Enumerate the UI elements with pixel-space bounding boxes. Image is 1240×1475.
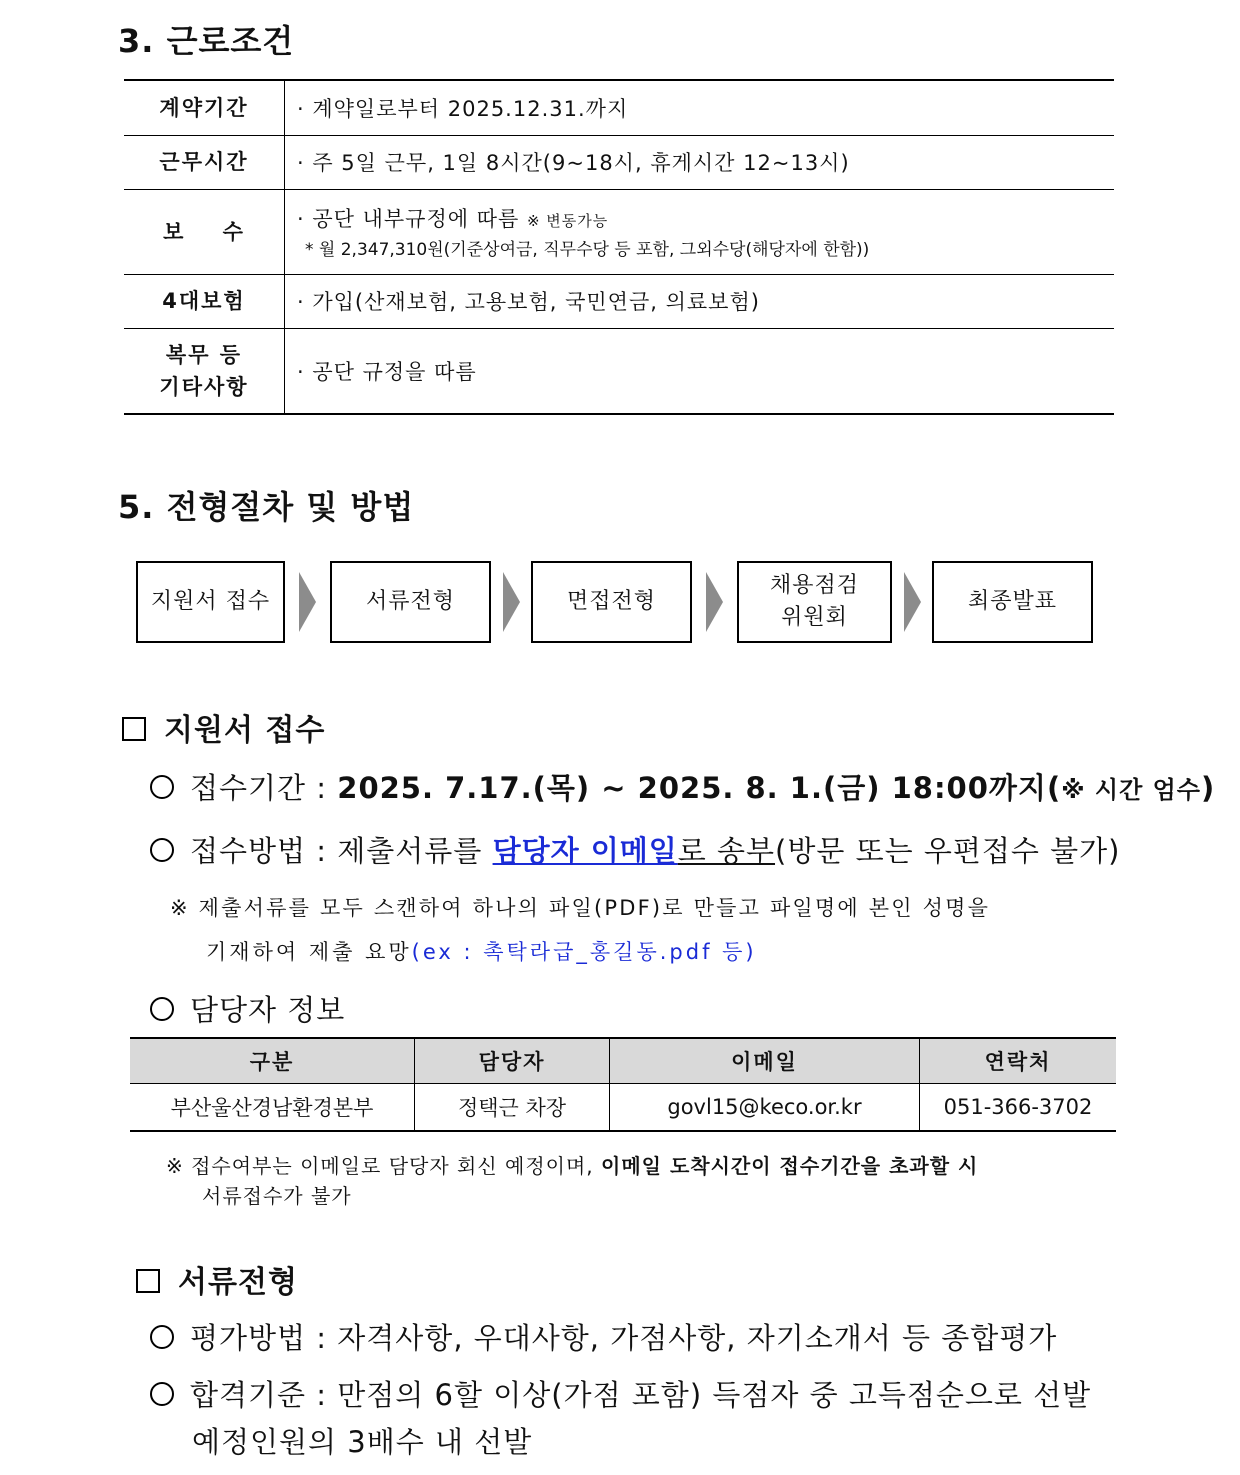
application-period bbox=[150, 766, 1215, 807]
square-bullet-icon bbox=[122, 717, 146, 741]
circle-bullet-icon bbox=[150, 775, 174, 799]
circle-bullet-icon bbox=[150, 1325, 174, 1349]
flow-arrow-icon bbox=[904, 572, 921, 632]
screening-pass-line2: 예정인원의 3배수 내 선발 bbox=[192, 1425, 533, 1459]
flow-step-committee bbox=[737, 561, 892, 643]
flow-step-documents bbox=[330, 561, 491, 643]
pass-text: 합격기준 : 만점의 6할 이상(가점 포함) 득점자 중 고득점순으로 선발 bbox=[190, 1378, 1092, 1412]
row-label bbox=[124, 328, 285, 414]
circle-bullet-icon bbox=[150, 1382, 174, 1406]
flow-step-label: 서류전형 bbox=[365, 589, 455, 614]
contact-label-text: 담당자 정보 bbox=[190, 993, 346, 1027]
table-row bbox=[124, 274, 1114, 328]
pay-note: ※ 변동가능 bbox=[526, 212, 609, 230]
circle-bullet-icon bbox=[150, 997, 174, 1021]
cell-phone: 051-366-3702 bbox=[943, 1095, 1093, 1119]
flow-arrow-icon bbox=[503, 572, 520, 632]
section-5-title: 5. 전형절차 및 방법 bbox=[118, 488, 415, 526]
note-example: (ex : 촉탁라급_홍길동.pdf 등) bbox=[411, 940, 757, 964]
flow-arrow-icon bbox=[706, 572, 723, 632]
flow-step-label: 채용점검 bbox=[769, 573, 859, 598]
heading-text: 지원서 접수 bbox=[164, 713, 326, 748]
col-header: 이메일 bbox=[610, 1038, 920, 1084]
row-label: 근무시간 bbox=[124, 135, 285, 189]
col-header: 구분 bbox=[130, 1038, 415, 1084]
application-method bbox=[150, 829, 1120, 870]
method-paren: (방문 또는 우편접수 불가) bbox=[775, 834, 1121, 868]
flow-step-label: 최종발표 bbox=[967, 589, 1057, 614]
method-after: 로 송부 bbox=[677, 834, 776, 868]
contact-info-label bbox=[150, 988, 345, 1029]
col-header: 담당자 bbox=[415, 1038, 610, 1084]
table-row bbox=[124, 80, 1114, 135]
flow-step-final bbox=[932, 561, 1093, 643]
flow-step-label: 면접전형 bbox=[566, 589, 656, 614]
screening-heading bbox=[136, 1257, 298, 1301]
note-text: 기재하여 제출 요망 bbox=[206, 940, 412, 964]
section-3-title: 3. 근로조건 bbox=[118, 22, 295, 60]
label-line: 복무 등 bbox=[165, 342, 243, 367]
row-value: · 계약일로부터 2025.12.31.까지 bbox=[285, 80, 1115, 135]
contact-email-link[interactable]: 담당자 이메일 bbox=[492, 834, 678, 868]
col-header: 연락처 bbox=[920, 1038, 1117, 1084]
application-heading bbox=[122, 705, 325, 749]
square-bullet-icon bbox=[136, 1269, 160, 1293]
contact-table bbox=[130, 1037, 1116, 1132]
row-label: 4대보험 bbox=[124, 274, 285, 328]
row-value bbox=[285, 189, 1115, 274]
period-label: 접수기간 : bbox=[190, 771, 338, 805]
contact-footnote bbox=[166, 1151, 1126, 1211]
row-value: · 주 5일 근무, 1일 8시간(9~18시, 휴게시간 12~13시) bbox=[285, 135, 1115, 189]
flow-step-interview bbox=[531, 561, 692, 643]
eval-text: 평가방법 : 자격사항, 우대사항, 가점사항, 자기소개서 등 종합평가 bbox=[190, 1321, 1058, 1355]
row-label: 보 수 bbox=[124, 189, 285, 274]
period-note: ※ 시간 엄수 bbox=[1061, 776, 1201, 804]
footnote-bold: 이메일 도착시간이 접수기간을 초과할 시 bbox=[601, 1154, 979, 1178]
cell-department: 부산울산경남환경본부 bbox=[130, 1084, 415, 1132]
flow-step-label: 위원회 bbox=[781, 605, 848, 630]
row-value: · 가입(산재보험, 고용보험, 국민연금, 의료보험) bbox=[285, 274, 1115, 328]
screening-eval bbox=[150, 1316, 1057, 1357]
label-line: 기타사항 bbox=[159, 374, 249, 399]
heading-text: 서류전형 bbox=[178, 1265, 298, 1300]
cell-email[interactable]: govl15@keco.or.kr bbox=[610, 1084, 920, 1132]
footnote-text: 서류접수가 불가 bbox=[202, 1184, 352, 1208]
period-value: 2025. 7.17.(목) ~ 2025. 8. 1.(금) 18:00까지( bbox=[337, 771, 1062, 805]
screening-pass bbox=[150, 1373, 1091, 1414]
flow-step-application bbox=[136, 561, 285, 643]
method-label: 접수방법 : 제출서류를 bbox=[190, 834, 493, 868]
table-row bbox=[130, 1084, 1116, 1132]
submission-note-line1: ※ 제출서류를 모두 스캔하여 하나의 파일(PDF)로 만들고 파일명에 본인 성명을 bbox=[170, 896, 991, 920]
pay-detail: * 월 2,347,310원(기준상여금, 직무수당 등 포함, 그외수당(해당자에 한함)) bbox=[305, 240, 870, 260]
period-close: ) bbox=[1200, 771, 1216, 805]
submission-note-line2 bbox=[206, 936, 757, 966]
row-value: · 공단 규정을 따름 bbox=[297, 359, 477, 384]
table-row bbox=[124, 189, 1114, 274]
table-row bbox=[124, 135, 1114, 189]
row-label: 계약기간 bbox=[124, 80, 285, 135]
flow-arrow-icon bbox=[299, 572, 316, 632]
footnote-text: ※ 접수여부는 이메일로 담당자 회신 예정이며, bbox=[166, 1154, 602, 1178]
pay-value: · 공단 내부규정에 따름 bbox=[297, 207, 520, 231]
work-conditions-table bbox=[124, 79, 1114, 415]
cell-person: 정택근 차장 bbox=[415, 1084, 610, 1132]
table-row bbox=[124, 328, 1114, 414]
table-header-row bbox=[130, 1038, 1116, 1084]
flow-step-label: 지원서 접수 bbox=[150, 589, 271, 614]
circle-bullet-icon bbox=[150, 838, 174, 862]
